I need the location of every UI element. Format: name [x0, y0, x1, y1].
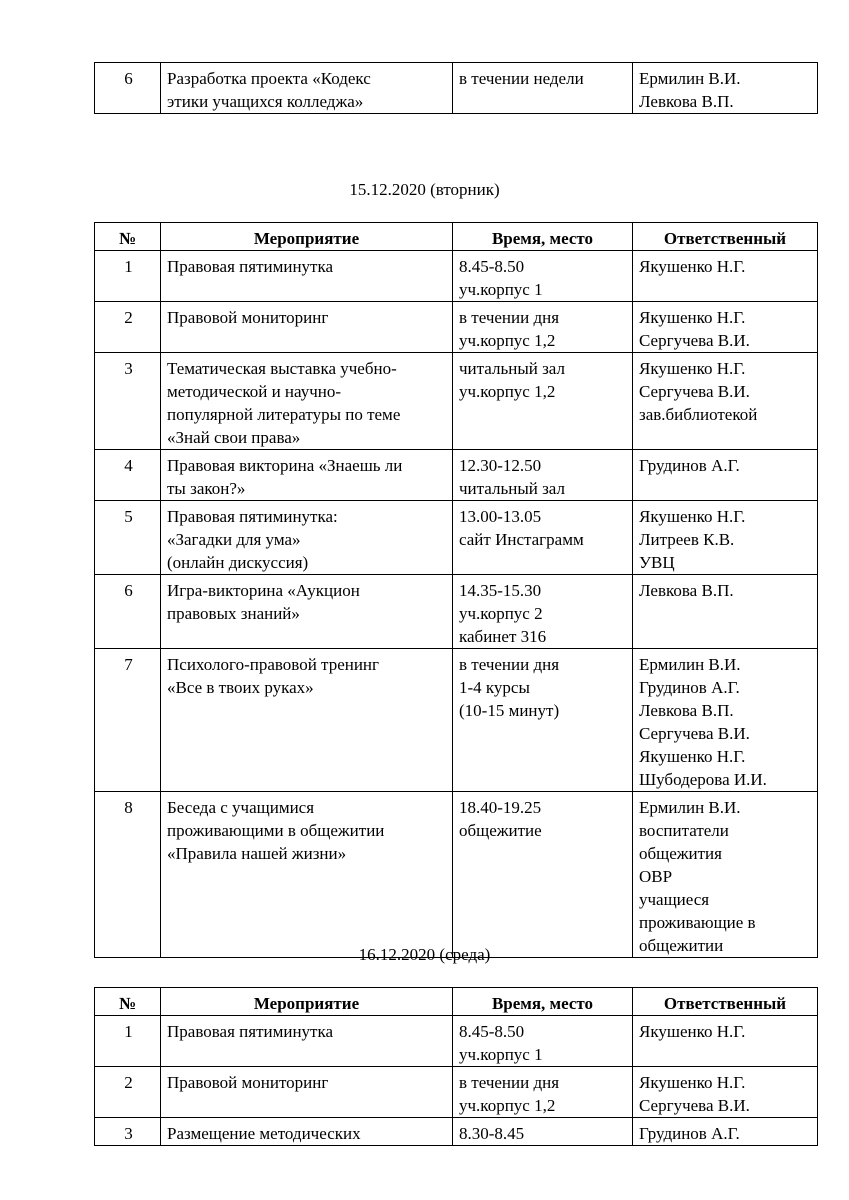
cell-responsible: Ермилин В.И. Грудинов А.Г. Левкова В.П. Сергучева В.И. Якушенко Н.Г. Шубодерова И.И.: [633, 649, 818, 792]
cell-time-place: 8.45-8.50 уч.корпус 1: [453, 1016, 633, 1067]
continued-table-body: [95, 63, 818, 114]
table-row: [95, 63, 818, 114]
cell-responsible: Якушенко Н.Г.: [633, 1016, 818, 1067]
cell-time-place: в течении дня уч.корпус 1,2: [453, 1067, 633, 1118]
wednesday-table-body: [95, 1016, 818, 1146]
cell-responsible: Ермилин В.И. воспитатели общежития ОВР учащиеся проживающие в общежитии: [633, 792, 818, 958]
cell-num: 8: [95, 792, 161, 958]
table-row: [95, 251, 818, 302]
continued-schedule-table: [94, 62, 818, 114]
cell-num: 2: [95, 302, 161, 353]
header-time: Время, место: [453, 223, 633, 251]
table-row: [95, 649, 818, 792]
table-row: [95, 1118, 818, 1146]
cell-responsible: Левкова В.П.: [633, 575, 818, 649]
cell-num: 1: [95, 1016, 161, 1067]
table-row: [95, 501, 818, 575]
cell-event: Психолого-правовой тренинг «Все в твоих руках»: [161, 649, 453, 792]
cell-time-place: 12.30-12.50 читальный зал: [453, 450, 633, 501]
table-header-row: [95, 223, 818, 251]
cell-time-place: 18.40-19.25 общежитие: [453, 792, 633, 958]
cell-event: Беседа с учащимися проживающими в общежитии «Правила нашей жизни»: [161, 792, 453, 958]
cell-num: 6: [95, 63, 161, 114]
cell-event: Правовой мониторинг: [161, 302, 453, 353]
schedule-table-wednesday: [94, 987, 818, 1146]
header-num: №: [95, 988, 161, 1016]
cell-time-place: 8.45-8.50 уч.корпус 1: [453, 251, 633, 302]
cell-num: 7: [95, 649, 161, 792]
cell-num: 2: [95, 1067, 161, 1118]
table-row: [95, 302, 818, 353]
cell-num: 5: [95, 501, 161, 575]
cell-responsible: Грудинов А.Г.: [633, 450, 818, 501]
cell-time-place: 14.35-15.30 уч.корпус 2 кабинет 316: [453, 575, 633, 649]
header-time: Время, место: [453, 988, 633, 1016]
cell-event: Правовая пятиминутка: [161, 251, 453, 302]
cell-responsible: Якушенко Н.Г. Сергучева В.И.: [633, 302, 818, 353]
cell-responsible: Ермилин В.И. Левкова В.П.: [633, 63, 818, 114]
cell-num: 3: [95, 1118, 161, 1146]
cell-event: Игра-викторина «Аукцион правовых знаний»: [161, 575, 453, 649]
cell-time-place: в течении недели: [453, 63, 633, 114]
cell-event: Правовая викторина «Знаешь ли ты закон?»: [161, 450, 453, 501]
cell-responsible: Якушенко Н.Г. Сергучева В.И.: [633, 1067, 818, 1118]
cell-num: 6: [95, 575, 161, 649]
table-header-row: [95, 988, 818, 1016]
cell-responsible: Якушенко Н.Г. Сергучева В.И. зав.библиотекой: [633, 353, 818, 450]
header-responsible: Ответственный: [633, 223, 818, 251]
cell-event: Тематическая выставка учебно- методической и научно- популярной литературы по теме «Знай свои права»: [161, 353, 453, 450]
cell-time-place: в течении дня 1-4 курсы (10-15 минут): [453, 649, 633, 792]
cell-num: 4: [95, 450, 161, 501]
header-responsible: Ответственный: [633, 988, 818, 1016]
cell-time-place: 8.30-8.45: [453, 1118, 633, 1146]
cell-time-place: в течении дня уч.корпус 1,2: [453, 302, 633, 353]
cell-event: Правовая пятиминутка: [161, 1016, 453, 1067]
day-heading-wednesday: 16.12.2020 (среда): [358, 945, 491, 964]
tuesday-table-body: [95, 251, 818, 958]
cell-event: Разработка проекта «Кодекс этики учащихся колледжа»: [161, 63, 453, 114]
header-event: Мероприятие: [161, 988, 453, 1016]
day-heading-tuesday: 15.12.2020 (вторник): [349, 180, 500, 199]
schedule-table-tuesday: [94, 222, 818, 958]
cell-time-place: читальный зал уч.корпус 1,2: [453, 353, 633, 450]
header-num: №: [95, 223, 161, 251]
cell-event: Правовая пятиминутка: «Загадки для ума» (онлайн дискуссия): [161, 501, 453, 575]
cell-responsible: Якушенко Н.Г.: [633, 251, 818, 302]
header-event: Мероприятие: [161, 223, 453, 251]
cell-time-place: 13.00-13.05 сайт Инстаграмм: [453, 501, 633, 575]
table-row: [95, 792, 818, 958]
cell-responsible: Якушенко Н.Г. Литреев К.В. УВЦ: [633, 501, 818, 575]
table-row: [95, 1016, 818, 1067]
cell-num: 1: [95, 251, 161, 302]
table-row: [95, 353, 818, 450]
cell-event: Размещение методических: [161, 1118, 453, 1146]
table-row: [95, 1067, 818, 1118]
cell-num: 3: [95, 353, 161, 450]
cell-responsible: Грудинов А.Г.: [633, 1118, 818, 1146]
table-row: [95, 450, 818, 501]
table-row: [95, 575, 818, 649]
cell-event: Правовой мониторинг: [161, 1067, 453, 1118]
